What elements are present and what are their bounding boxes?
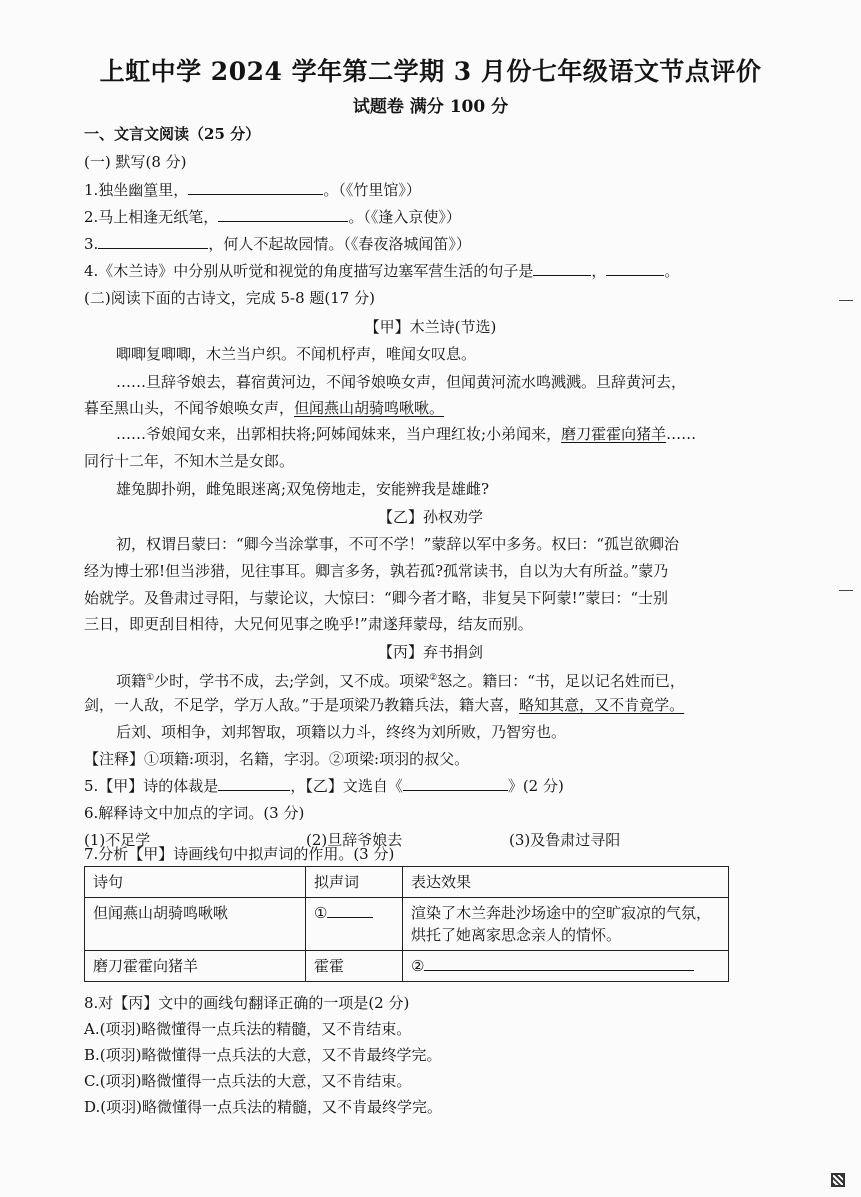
q6-item-1: (1)不足学 [84,831,151,849]
q4-blank-2[interactable] [606,261,664,276]
text-jia-line: 雄兔脚扑朔，雌兔眼迷离;双兔傍地走，安能辨我是雄雌? [116,480,490,498]
option-a[interactable]: A.(项羽)略微懂得一点兵法的精髓，又不肯结束。 [84,1020,412,1038]
text-segment: 剑，一人敌，不足学，学万人敌。”于是项梁乃教籍兵法，籍大喜， [84,696,520,714]
text-yi-line: 三日，即更刮目相待，大兄何见事之晚乎!”肃遂拜蒙母，结友而别。 [84,615,533,633]
table-header-cell: 拟声词 [306,867,403,898]
table-header-row [85,867,729,898]
question-5 [84,776,564,796]
section-heading: 一、文言文阅读（25 分） [84,125,261,143]
table-cell[interactable] [403,951,729,982]
table-cell: 磨刀霍霍向猪羊 [85,951,306,982]
q5-text: 》(2 分) [507,777,564,795]
q1-text: 1.独坐幽篁里， [84,181,189,199]
scan-edge-mark [839,300,853,301]
page-title: 上虹中学 2024 学年第二学期 3 月份七年级语文节点评价 [99,57,762,86]
table-header-cell: 表达效果 [403,867,729,898]
q2-blank[interactable] [218,207,348,222]
answer-marker: ② [411,957,425,975]
q4-sep: ， [591,262,607,280]
answer-marker: ① [314,904,328,922]
scan-edge-mark [839,590,853,591]
table-row [85,951,729,982]
table-row [85,898,729,951]
text-segment: ……爷娘闻女来，出郭相扶将;阿姊闻妹来，当户理红妆;小弟闻来， [116,425,562,443]
question-8: 8.对【丙】文中的画线句翻译正确的一项是(2 分) [84,994,410,1012]
q5-text: ，【乙】文选自《 [290,777,403,795]
question-4 [84,261,679,281]
part-heading: (二)阅读下面的古诗文，完成 5-8 题(17 分) [84,289,375,307]
footnote-marker: ② [429,673,438,683]
q1-source: 。（《竹里馆》） [323,181,421,199]
option-d[interactable]: D.(项羽)略微懂得一点兵法的精髓，又不肯最终学完。 [84,1098,442,1116]
text-yi-line: 经为博士邪!但当涉猎，见往事耳。卿言多务，孰若孤?孤常读书，自以为大有所益。”蒙乃 [84,562,669,580]
text-bing-line [84,695,684,715]
text-jia-line: ……旦辞爷娘去，暮宿黄河边，不闻爷娘唤女声，但闻黄河流水鸣溅溅。旦辞黄河去， [116,373,687,391]
question-6: 6.解释诗文中加点的字词。(3 分) [84,804,305,822]
analysis-table [84,866,729,982]
text-segment: 项籍 [116,672,147,690]
text-segment: 怒之。籍曰：“书，足以记名姓而已， [437,672,685,690]
text-yi-line: 始就学。及鲁肃过寻阳，与蒙论议，大惊曰：“卿今者才略，非复吴下阿蒙!”蒙曰：“士别 [84,589,669,607]
text-segment: 暮至黑山头，不闻爷娘唤女声， [84,399,295,417]
table-header-cell: 诗句 [85,867,306,898]
answer-blank[interactable] [424,956,694,971]
table-cell: 渲染了木兰奔赴沙场途中的空旷寂凉的气氛，烘托了她离家思念亲人的情怀。 [403,898,729,951]
table-cell[interactable] [306,898,403,951]
text-bing-line [116,668,685,691]
q5-text: 5.【甲】诗的体裁是 [84,777,219,795]
table-cell: 霍霍 [306,951,403,982]
option-c[interactable]: C.(项羽)略微懂得一点兵法的大意，又不肯结束。 [84,1072,412,1090]
question-3 [84,234,471,254]
question-2 [84,207,461,227]
text-yi-title: 【乙】孙权劝学 [377,508,483,526]
text-bing-line: 后刘、项相争，刘邦智取，项籍以力斗，终终为刘所败，乃智穷也。 [116,723,567,741]
q3-text: ，何人不起故园情。（《春夜洛城闻笛》） [208,235,471,253]
footnote-marker: ① [146,673,155,683]
q4-text: 4.《木兰诗》中分别从听觉和视觉的角度描写边塞军营生活的句子是 [84,262,534,280]
question-1 [84,180,421,200]
part-heading: (一) 默写(8 分) [84,153,187,171]
q3-blank[interactable] [98,234,208,249]
scanner-watermark [831,1173,845,1187]
q1-blank[interactable] [188,180,323,195]
text-yi-line: 初，权谓吕蒙曰：“卿今当涂掌事，不可不学！”蒙辞以军中多务。权曰：“孤岂欲卿治 [116,535,680,553]
qr-icon [831,1173,845,1187]
answer-blank[interactable] [327,903,373,918]
q2-text: 2.马上相逢无纸笔， [84,208,219,226]
text-jia-line: 唧唧复唧唧，木兰当户织。不闻机杼声，唯闻女叹息。 [116,345,477,363]
q4-blank-1[interactable] [533,261,591,276]
annotation-note: 【注释】①项籍:项羽，名籍，字羽。②项梁:项羽的叔父。 [84,750,470,768]
text-segment: 少时，学书不成，去;学剑，又不成。项梁 [154,672,430,690]
page-subtitle: 试题卷 满分 100 分 [352,97,509,117]
q4-end: 。 [664,262,680,280]
text-jia-line [84,398,444,418]
table-cell: 但闻燕山胡骑鸣啾啾 [85,898,306,951]
q2-source: 。（《逢入京使》） [348,208,461,226]
q6-item-3: (3)及鲁肃过寻阳 [509,831,621,849]
underlined-sentence-3: 略知其意，又不肯竟学。 [519,696,685,714]
text-bing-title: 【丙】弃书捐剑 [377,643,483,661]
text-jia-title: 【甲】木兰诗(节选) [364,318,497,336]
text-segment: …… [666,425,697,443]
q5-blank-2[interactable] [403,776,508,791]
underlined-sentence-2: 磨刀霍霍向猪羊 [561,425,667,443]
q5-blank-1[interactable] [218,776,290,791]
option-b[interactable]: B.(项羽)略微懂得一点兵法的大意，又不肯最终学完。 [84,1046,442,1064]
underlined-sentence-1: 但闻燕山胡骑鸣啾啾。 [294,399,445,417]
question-7: 7.分析【甲】诗画线句中拟声词的作用。(3 分) [84,845,395,863]
text-jia-line [116,424,696,444]
text-jia-line: 同行十二年，不知木兰是女郎。 [84,452,295,470]
q6-item-2: (2)旦辞爷娘去 [306,831,403,849]
q3-num: 3. [84,235,99,253]
